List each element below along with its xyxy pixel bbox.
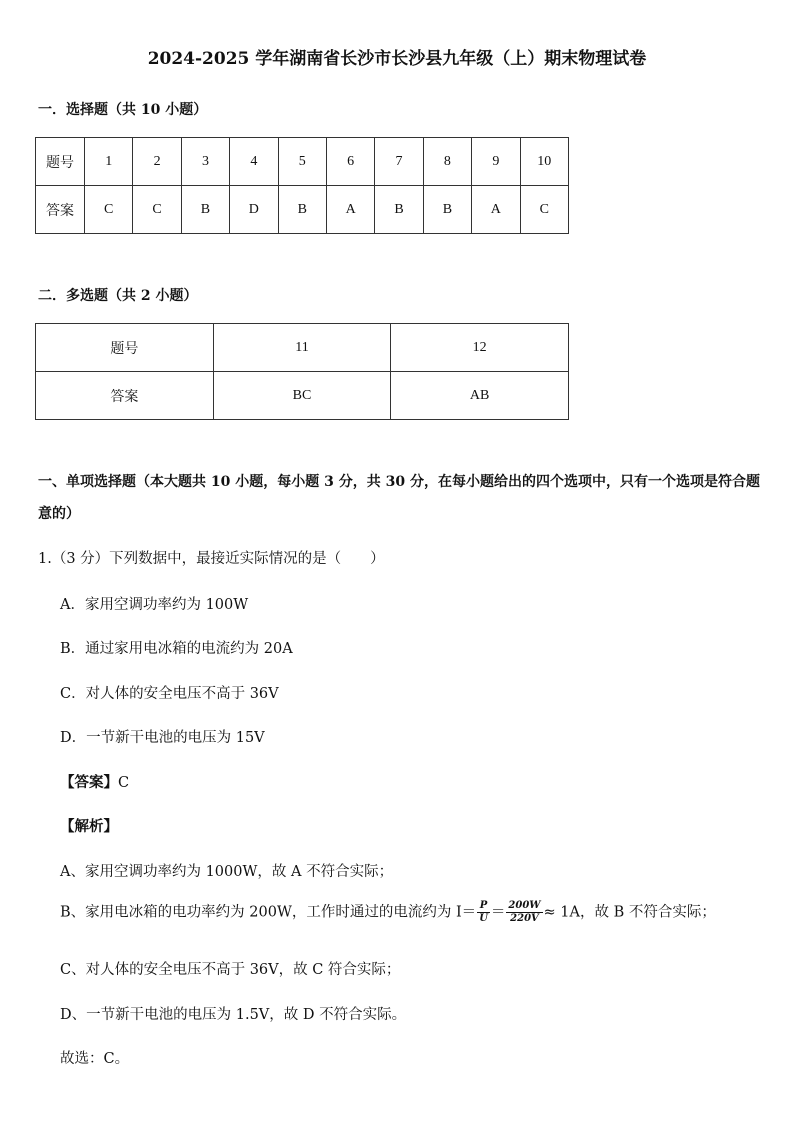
table-cell: 2 bbox=[133, 138, 181, 186]
table-cell: 8 bbox=[423, 138, 471, 186]
table-row-numbers bbox=[36, 138, 569, 186]
analysis-d: D、一节新干电池的电压为 1.5V，故 D 不符合实际。 bbox=[60, 1007, 407, 1023]
table-cell: C bbox=[133, 186, 181, 234]
analysis-b-text: B、家用电冰箱的电功率约为 200W，工作时通过的电流约为 I＝ bbox=[60, 904, 477, 921]
table-cell: D bbox=[230, 186, 278, 234]
row-label: 答案 bbox=[36, 186, 85, 234]
table-cell: 3 bbox=[181, 138, 229, 186]
answer-table-choice bbox=[35, 137, 569, 234]
table-cell: A bbox=[326, 186, 374, 234]
row-label: 题号 bbox=[36, 324, 214, 372]
option-d: D．一节新干电池的电压为 15V bbox=[60, 730, 265, 746]
table-row-numbers bbox=[36, 324, 569, 372]
analysis-b bbox=[60, 900, 716, 925]
table-cell: 6 bbox=[326, 138, 374, 186]
row-label: 答案 bbox=[36, 372, 214, 420]
table-cell: 11 bbox=[213, 324, 391, 372]
answer-table-multi bbox=[35, 323, 569, 420]
option-a: A．家用空调功率约为 100W bbox=[60, 597, 249, 613]
equals-sign: ＝ bbox=[490, 904, 506, 921]
row-label: 题号 bbox=[36, 138, 85, 186]
fraction-numerator: P bbox=[477, 900, 490, 913]
table-cell: B bbox=[375, 186, 423, 234]
table-cell: 9 bbox=[472, 138, 520, 186]
analysis-tag: 【解析】 bbox=[60, 818, 118, 835]
table-cell: 1 bbox=[85, 138, 133, 186]
table-row-answers bbox=[36, 186, 569, 234]
analysis-a: A、家用空调功率约为 1000W，故 A 不符合实际； bbox=[60, 864, 394, 880]
table-cell: 10 bbox=[520, 138, 568, 186]
answer-line bbox=[60, 771, 129, 792]
table-cell: 12 bbox=[391, 324, 569, 372]
question-stem: 1.（3 分）下列数据中，最接近实际情况的是（ ） bbox=[38, 551, 385, 567]
conclusion: 故选：C。 bbox=[60, 1051, 130, 1067]
analysis-b-tail: ≈ 1A，故 B 不符合实际； bbox=[543, 904, 716, 921]
option-c: C．对人体的安全电压不高于 36V bbox=[60, 686, 279, 702]
table-cell: AB bbox=[391, 372, 569, 420]
table-cell: 5 bbox=[278, 138, 326, 186]
table-cell: 4 bbox=[230, 138, 278, 186]
table-cell: B bbox=[181, 186, 229, 234]
answer-tag: 【答案】 bbox=[60, 774, 118, 791]
table-cell: B bbox=[278, 186, 326, 234]
fraction-200w-over-220v bbox=[506, 900, 542, 925]
table-cell: C bbox=[520, 186, 568, 234]
table-row-answers bbox=[36, 372, 569, 420]
part1-heading: 一、单项选择题（本大题共 10 小题，每小题 3 分，共 30 分，在每小题给出的四个选项中，只有一个选项是符合题意的） bbox=[38, 474, 760, 522]
fraction-p-over-u bbox=[477, 900, 490, 925]
section1-heading: 一．选择题（共 10 小题） bbox=[38, 102, 208, 118]
section2-heading: 二．多选题（共 2 小题） bbox=[38, 288, 198, 304]
table-cell: C bbox=[85, 186, 133, 234]
table-cell: B bbox=[423, 186, 471, 234]
option-b: B．通过家用电冰箱的电流约为 20A bbox=[60, 641, 293, 657]
table-cell: 7 bbox=[375, 138, 423, 186]
analysis-c: C、对人体的安全电压不高于 36V，故 C 符合实际； bbox=[60, 962, 401, 978]
fraction-denominator: 220V bbox=[510, 913, 539, 924]
table-cell: BC bbox=[213, 372, 391, 420]
fraction-denominator: U bbox=[479, 913, 488, 924]
document-title: 2024-2025 学年湖南省长沙市长沙县九年级（上）期末物理试卷 bbox=[147, 49, 647, 69]
fraction-numerator: 200W bbox=[508, 900, 541, 911]
answer-value: C bbox=[118, 775, 130, 791]
table-cell: A bbox=[472, 186, 520, 234]
